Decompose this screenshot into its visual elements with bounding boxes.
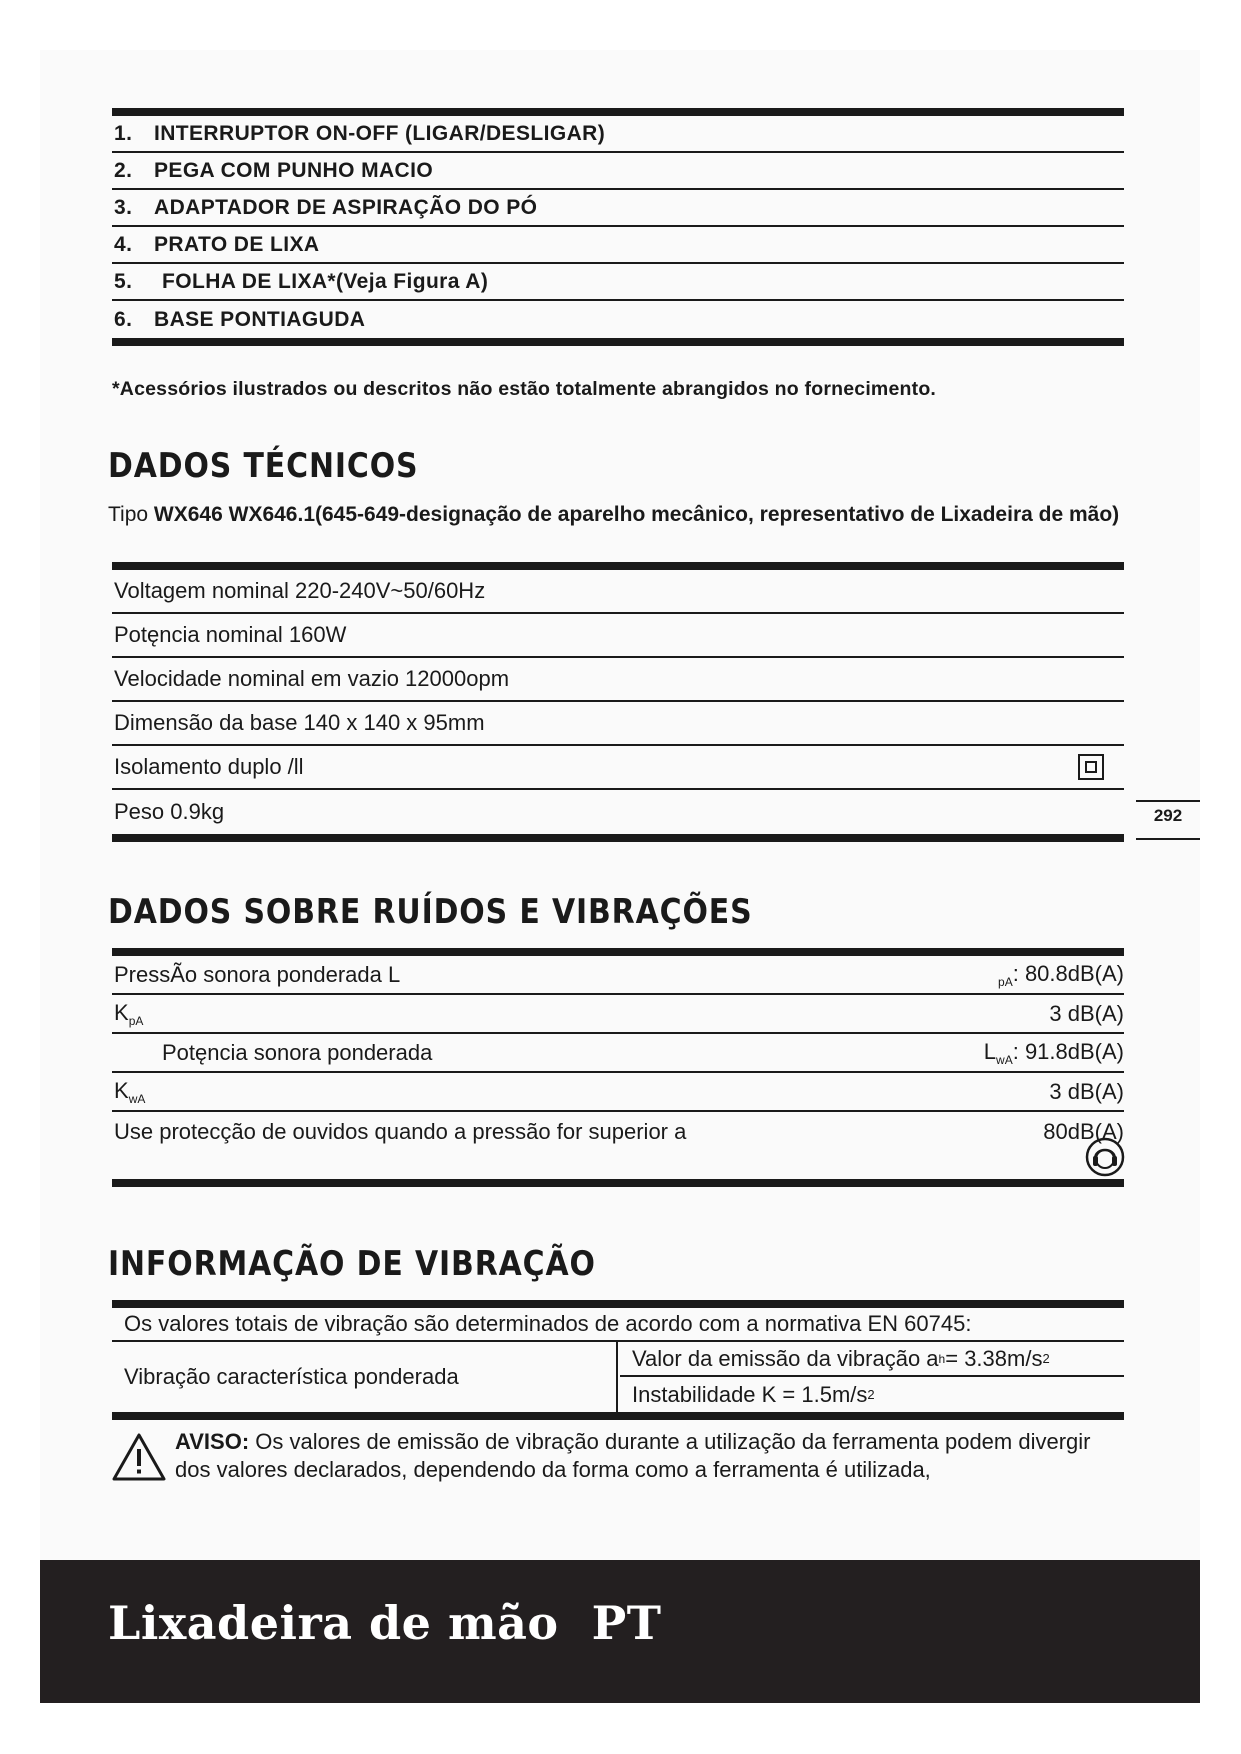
parts-list-item-3 bbox=[112, 190, 1124, 227]
noise-value: $_{pA}$: 80.8dB(A) bbox=[998, 960, 1124, 989]
noise-value: 80dB(A) bbox=[1043, 1119, 1124, 1144]
ear-protection-icon bbox=[1085, 1137, 1125, 1177]
vibration-table bbox=[112, 1342, 1124, 1412]
spec-row-base-dimension bbox=[112, 702, 1124, 746]
part-number: 2. bbox=[114, 158, 133, 182]
noise-label: $K_{wA}$ bbox=[114, 1077, 146, 1106]
spec-text: Voltagem nominal 220-240V~50/60Hz bbox=[114, 578, 486, 603]
vibration-top-rule bbox=[112, 1300, 1124, 1308]
parts-list-item-2 bbox=[112, 153, 1124, 190]
part-number: 3. bbox=[114, 195, 133, 219]
parts-list-item-5 bbox=[112, 264, 1124, 301]
noise-bottom-rule bbox=[112, 1179, 1124, 1187]
part-number: 1. bbox=[114, 121, 133, 145]
vibration-uncertainty: Instabilidade K = 1.5m/s 2 bbox=[632, 1381, 875, 1407]
page-number: 292 bbox=[1153, 806, 1183, 825]
parts-bottom-rule bbox=[112, 338, 1124, 346]
vibration-characteristic-cell: Vibração característica ponderada bbox=[112, 1342, 618, 1412]
technical-data-title: DADOS TÉCNICOS bbox=[108, 446, 419, 486]
noise-label: PressÃo sonora ponderada L bbox=[114, 961, 401, 987]
parts-list-item-4 bbox=[112, 227, 1124, 264]
vibration-bottom-rule bbox=[112, 1412, 1124, 1420]
noise-value: 3 dB(A) bbox=[1049, 1000, 1124, 1026]
part-label: INTERRUPTOR ON-OFF (LIGAR/DESLIGAR) bbox=[154, 121, 606, 145]
spec-text: Velocidade nominal em vazio 12000opm bbox=[114, 666, 510, 691]
noise-value: $L_{wA}$: 91.8dB(A) bbox=[983, 1038, 1124, 1067]
part-number: 4. bbox=[114, 232, 133, 256]
noise-label: $K_{pA}$ bbox=[114, 999, 144, 1028]
page-number-top-line bbox=[1136, 800, 1200, 802]
parts-list-item-6 bbox=[112, 301, 1124, 338]
vibration-info-title: INFORMAÇÃO DE VIBRAÇÃO bbox=[108, 1244, 596, 1284]
noise-value: 3 dB(A) bbox=[1049, 1078, 1124, 1104]
spec-text: Peso 0.9kg bbox=[114, 799, 225, 824]
spec-text: Dimensão da base 140 x 140 x 95mm bbox=[114, 710, 485, 735]
double-insulation-icon bbox=[1078, 754, 1104, 780]
model-type-prefix: Tipo bbox=[108, 503, 154, 526]
vibration-emission-value: Valor da emissão da vibração a h = 3.38m/s 2 bbox=[620, 1342, 1124, 1377]
part-label-suffix: (Veja Figura A) bbox=[336, 269, 489, 293]
part-label: BASE PONTIAGUDA bbox=[154, 307, 366, 331]
part-number: 5. bbox=[114, 269, 133, 293]
accessories-footnote: *Acessórios ilustrados ou descritos não estão totalmente abrangidos no fornecimento. bbox=[112, 378, 937, 400]
vibration-intro: Os valores totais de vibração são determinados de acordo com a normativa EN 60745: bbox=[112, 1308, 1124, 1342]
noise-label: Use protecção de ouvidos quando a pressão for superior a bbox=[114, 1119, 687, 1144]
footer-title: Lixadeira de mão PT bbox=[108, 1596, 662, 1650]
noise-row-kwa bbox=[112, 1073, 1124, 1112]
noise-row-sound-pressure bbox=[112, 956, 1124, 995]
parts-list-item-1 bbox=[112, 116, 1124, 153]
noise-data-title: DADOS SOBRE RUÍDOS E VIBRAÇÕES bbox=[108, 892, 753, 932]
spec-row-power bbox=[112, 614, 1124, 658]
noise-row-ear-protection bbox=[112, 1112, 1124, 1152]
spec-row-insulation bbox=[112, 746, 1124, 790]
warning-body: Os valores de emissão de vibração durante a utilização da ferramenta podem divergir dos valores declarados, dependendo da forma como a ferramenta é utilizada, bbox=[175, 1429, 1091, 1482]
model-type-designation: WX646 WX646.1(645-649-designação de aparelho mecânico, representativo de Lixadeira de mão) bbox=[153, 503, 1120, 526]
parts-top-rule bbox=[112, 108, 1124, 116]
specs-top-rule bbox=[112, 562, 1124, 570]
part-number: 6. bbox=[114, 307, 133, 331]
spec-text: Potęncia nominal 160W bbox=[114, 622, 347, 647]
noise-top-rule bbox=[112, 948, 1124, 956]
spec-row-voltage bbox=[112, 570, 1124, 614]
warning-label: AVISO: bbox=[175, 1429, 250, 1454]
noise-row-kpa bbox=[112, 995, 1124, 1034]
specs-bottom-rule bbox=[112, 834, 1124, 842]
vibration-warning bbox=[175, 1428, 1125, 1484]
noise-label: Potęncia sonora ponderada bbox=[162, 1039, 433, 1065]
noise-row-sound-power bbox=[112, 1034, 1124, 1073]
part-label: PEGA COM PUNHO MACIO bbox=[154, 158, 434, 182]
warning-triangle-icon bbox=[111, 1432, 167, 1482]
part-label: ADAPTADOR DE ASPIRAÇÃO DO PÓ bbox=[154, 195, 538, 219]
model-type-line bbox=[108, 500, 1123, 529]
spec-text: Isolamento duplo /ll bbox=[114, 754, 304, 779]
part-label: FOLHA DE LIXA* bbox=[162, 269, 336, 293]
part-label: PRATO DE LIXA bbox=[154, 232, 320, 256]
spec-row-speed bbox=[112, 658, 1124, 702]
page-number-bottom-line bbox=[1136, 838, 1200, 840]
spec-row-weight bbox=[112, 790, 1124, 834]
